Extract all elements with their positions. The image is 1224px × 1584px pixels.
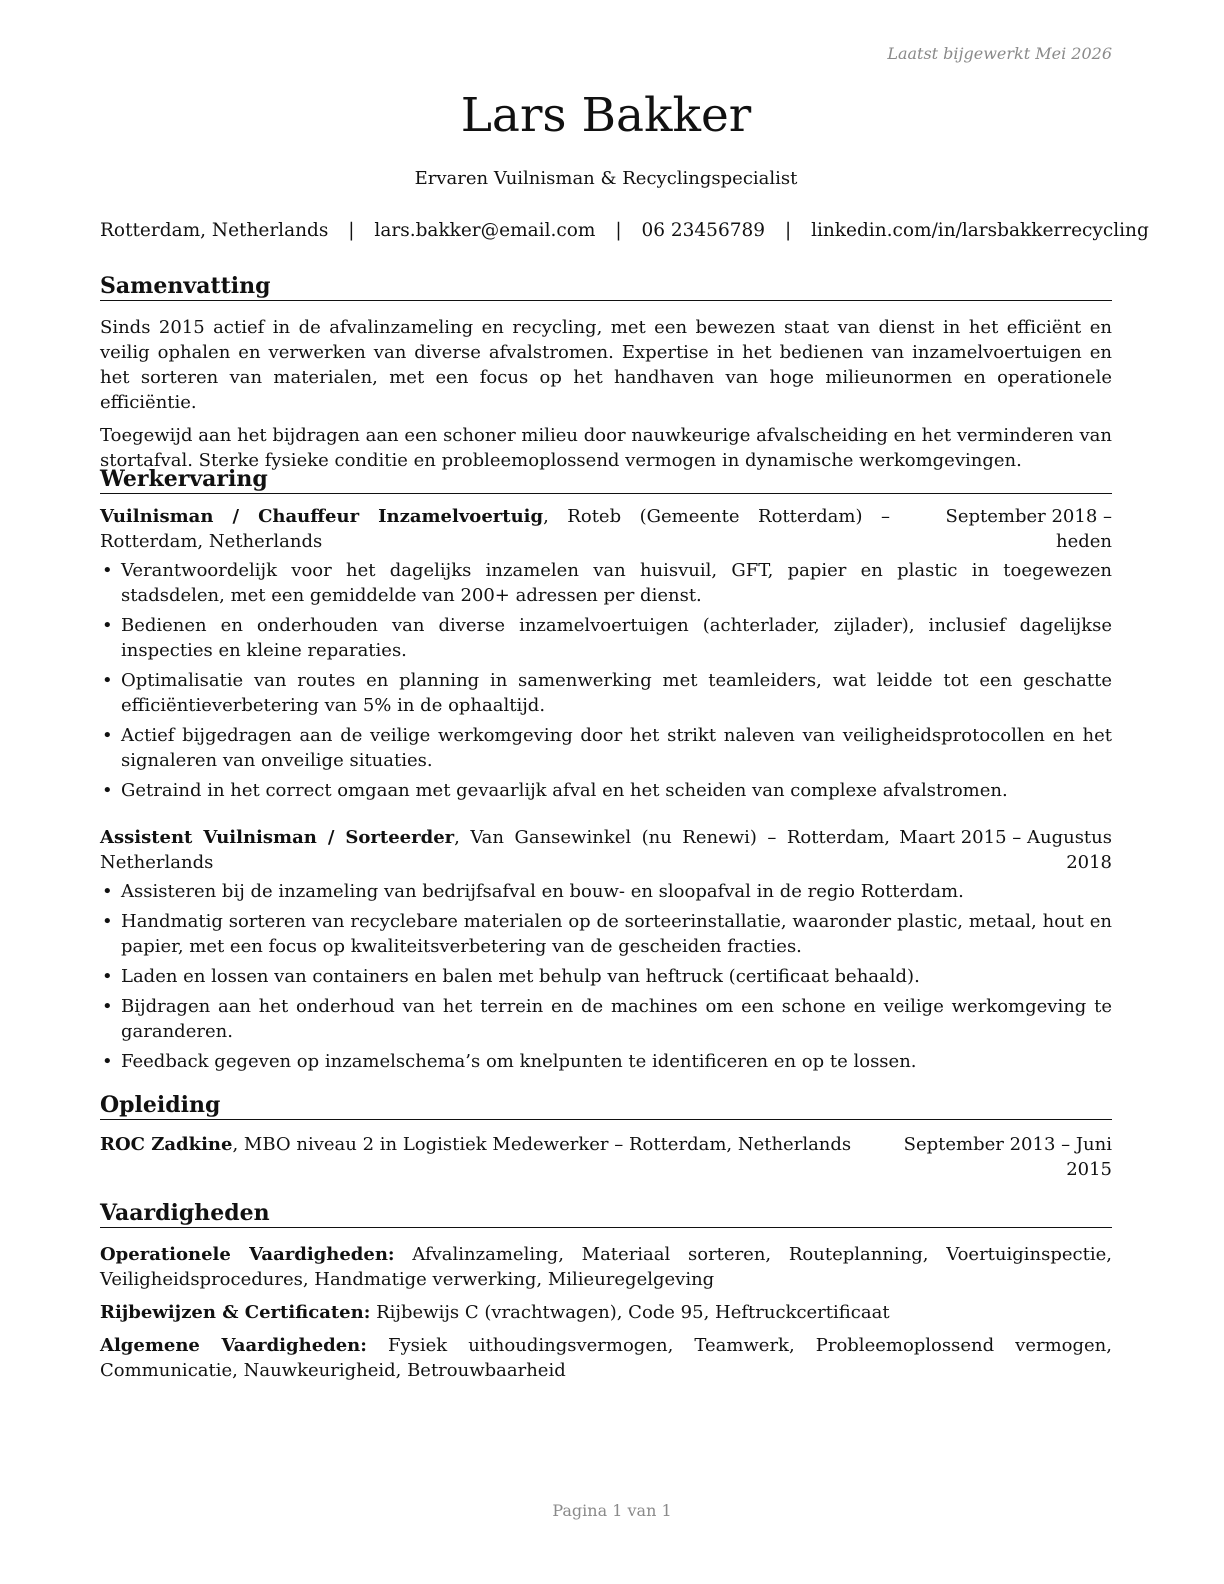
job-header: [100, 504, 1112, 554]
skill-text: Rijbewijs C (vrachtwagen), Code 95, Heftruckcertificaat: [370, 1302, 890, 1323]
job-organization: , Roteb (Gemeente Rotterdam) – Rotterdam, Netherlands: [100, 506, 890, 552]
list-item: • Feedback gegeven op inzamelschema’s om knelpunten te identificeren en op te lossen.: [100, 1049, 1112, 1074]
education-dates: September 2013 – Juni 2015: [903, 1134, 1112, 1180]
skill-group: [100, 1242, 1112, 1292]
skill-label: Algemene Vaardigheden:: [100, 1335, 367, 1356]
contact-separator: |: [615, 220, 622, 241]
summary-paragraph: Toegewijd aan het bijdragen aan een schoner milieu door nauwkeurige afvalscheiding en het verminderen van stortafval. Sterke fysieke conditie en probleemoplossend vermogen in dynamische werkomgevingen.: [100, 425, 1112, 471]
contact-separator: |: [784, 220, 792, 241]
job-dates: Maart 2015 – Augustus 2018: [899, 827, 1112, 873]
job-dates: September 2018 – heden: [945, 506, 1112, 552]
list-item: • Assisteren bij de inzameling van bedrijfsafval en bouw- en sloopafval in de regio Rotterdam.: [100, 879, 1112, 904]
list-item: • Laden en lossen van containers en balen met behulp van heftruck (certificaat behaald).: [100, 964, 1112, 989]
list-item: • Bedienen en onderhouden van diverse inzamelvoertuigen (achterlader, zijlader), inclusief dagelijkse inspecties en kleine reparaties.: [100, 613, 1112, 663]
education-detail: , MBO niveau 2 in Logistiek Medewerker – Rotterdam, Netherlands: [232, 1134, 852, 1155]
skill-group: [100, 1300, 1112, 1325]
candidate-name: Lars Bakker: [460, 88, 752, 143]
experience-section: [100, 465, 1112, 1079]
contact-linkedin[interactable]: linkedin.com/in/larsbakkerrecycling: [811, 220, 1149, 241]
page-footer: Pagina 1 van 1: [552, 1501, 672, 1520]
contact-phone[interactable]: 06 23456789: [641, 220, 766, 241]
contact-email[interactable]: lars.bakker@email.com: [374, 220, 596, 241]
summary-section: [100, 272, 1112, 473]
job-bullets: [100, 879, 1112, 1074]
school-name: ROC Zadkine: [100, 1134, 233, 1155]
list-item: • Actief bijgedragen aan de veilige werkomgeving door het strikt naleven van veiligheidsprotocollen en het signaleren van onveilige situaties.: [100, 723, 1112, 773]
summary-paragraph: Sinds 2015 actief in de afvalinzameling en recycling, met een bewezen staat van dienst in het efficiënt en veilig ophalen en verwerken van diverse afvalstromen. Expertise in het bedienen van inzamelvoertuigen en het sorteren van materialen, met een focus op het handhaven van hoge milieunormen en operationele efficiëntie.: [100, 317, 1112, 413]
candidate-tagline: Ervaren Vuilnisman & Recyclingspecialist: [414, 168, 798, 189]
section-title: Vaardigheden: [100, 1199, 1112, 1228]
last-updated: Laatst bijgewerkt Mei 2026: [887, 44, 1112, 63]
list-item: • Optimalisatie van routes en planning in samenwerking met teamleiders, wat leidde tot een geschatte efficiëntieverbetering van 5% in de ophaaltijd.: [100, 668, 1112, 718]
skill-label: Operationele Vaardigheden:: [100, 1244, 395, 1265]
job-header: [100, 825, 1112, 875]
skill-text: Fysiek uithoudingsvermogen, Teamwerk, Probleemoplossend vermogen, Communicatie, Nauwkeurigheid, Betrouwbaarheid: [100, 1335, 1113, 1381]
contact-line: [100, 219, 1149, 243]
education-section: [100, 1091, 1112, 1182]
list-item: • Getraind in het correct omgaan met gevaarlijk afval en het scheiden van complexe afvalstromen.: [100, 778, 1112, 803]
skill-group: [100, 1333, 1112, 1383]
job-role: Vuilnisman / Chauffeur Inzamelvoertuig: [100, 506, 544, 527]
list-item: • Bijdragen aan het onderhoud van het terrein en de machines om een schone en veilige werkomgeving te garanderen.: [100, 994, 1112, 1044]
contact-location: Rotterdam, Netherlands: [100, 220, 329, 241]
section-title: Samenvatting: [100, 272, 1112, 301]
contact-separator: |: [348, 220, 355, 241]
job-bullets: [100, 558, 1112, 803]
list-item: • Verantwoordelijk voor het dagelijks inzamelen van huisvuil, GFT, papier en plastic in toegewezen stadsdelen, met een gemiddelde van 200+ adressen per dienst.: [100, 558, 1112, 608]
section-title: Werkervaring: [100, 465, 1112, 494]
skill-text: Afvalinzameling, Materiaal sorteren, Routeplanning, Voertuiginspectie, Veiligheidsprocedures, Handmatige verwerking, Milieuregelgeving: [100, 1244, 1112, 1290]
education-entry: [100, 1132, 1112, 1182]
skill-label: Rijbewijzen & Certificaten:: [100, 1302, 371, 1323]
job-organization: , Van Gansewinkel (nu Renewi) – Rotterdam, Netherlands: [100, 827, 891, 873]
section-title: Opleiding: [100, 1091, 1112, 1120]
job-role: Assistent Vuilnisman / Sorteerder: [100, 827, 455, 848]
skills-section: [100, 1199, 1112, 1383]
list-item: • Handmatig sorteren van recyclebare materialen op de sorteerinstallatie, waaronder plastic, metaal, hout en papier, met een focus op kwaliteitsverbetering van de gescheiden fracties.: [100, 909, 1112, 959]
